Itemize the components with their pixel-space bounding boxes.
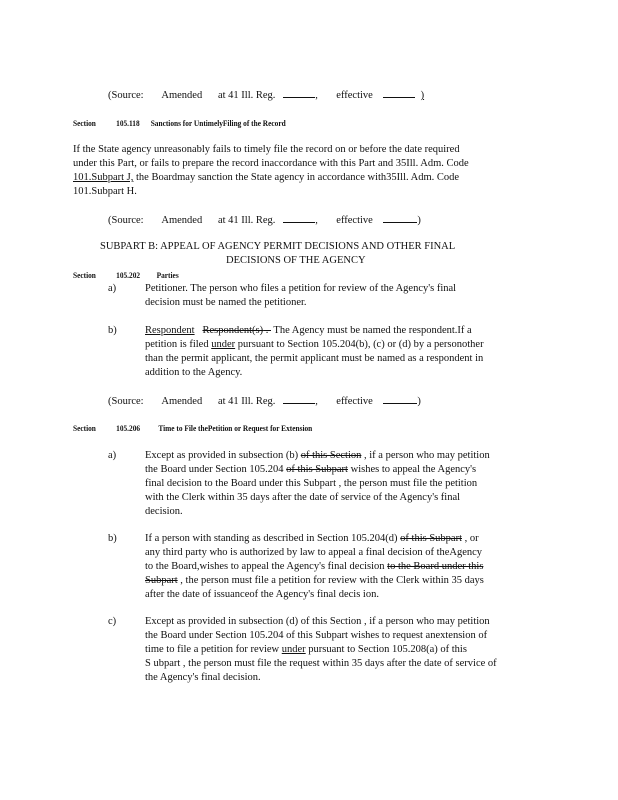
para-line: Except as provided in subsection (d) of this Section , if a person who may petition: [145, 616, 490, 627]
para-line: the Board under Section 105.204 of this Subpart wishes to appeal the Agency's: [145, 464, 477, 475]
source-line-3: (Source: Amended at 41 Ill. Reg. , effective ): [108, 396, 421, 407]
para-line: decision.: [145, 506, 183, 517]
item-label: c): [108, 616, 117, 627]
para-line: to the Board,wishes to appeal the Agency's final decision to the Board under this: [145, 561, 484, 572]
para-line: under this Part, or fails to prepare the record inaccordance with this Part and 35Ill. Adm. Code: [73, 158, 469, 169]
para-line: 101.Subpart J, the Boardmay sanction the State agency in accordance with35Ill. Adm. Code: [73, 172, 460, 183]
section-heading-105-118: Section 105.118 Sanctions for UntimelyFiling of the Record: [73, 119, 286, 128]
para-line: S ubpart , the person must file the request within 35 days after the date of service of: [145, 658, 497, 669]
source-line-2: (Source: Amended at 41 Ill. Reg. , effective ): [108, 215, 421, 226]
para-line: any third party who is authorized by law to appeal a final decision of theAgency: [145, 547, 483, 558]
section-heading-105-202: Section 105.202 Parties: [73, 271, 179, 280]
para-line: If a person with standing as described in Section 105.204(d) of this Subpart , or: [145, 533, 479, 544]
para-line: the Board under Section 105.204 of this Subpart wishes to request anextension of: [145, 630, 488, 641]
para-line: addition to the Agency.: [145, 367, 243, 378]
blank-effective: [383, 213, 417, 223]
source-line-1: (Source: Amended at 41 Ill. Reg. , effective ): [108, 90, 425, 101]
para-line: than the permit applicant, the permit applicant must be named as a respondent in: [145, 353, 484, 364]
para-line: decision must be named the petitioner.: [145, 297, 307, 308]
para-line: If the State agency unreasonably fails to timely file the record on or before the date required: [73, 144, 460, 155]
para-line: final decision to the Board under this Subpart , the person must file the petition: [145, 478, 478, 489]
para-line: time to file a petition for review under pursuant to Section 105.208(a) of this: [145, 644, 467, 655]
section-heading-105-206: Section 105.206 Time to File thePetition or Request for Extension: [73, 424, 313, 433]
subpart-heading: DECISIONS OF THE AGENCY: [226, 255, 366, 266]
para-line: Petitioner. The person who files a petition for review of the Agency's final: [145, 283, 457, 294]
item-label: a): [108, 450, 117, 461]
subpart-heading: SUBPART B: APPEAL OF AGENCY PERMIT DECISIONS AND OTHER FINAL: [100, 241, 456, 252]
para-line: Except as provided in subsection (b) of this Section , if a person who may petition: [145, 450, 490, 461]
para-line: Respondent Respondent(s) . The Agency must be named the respondent.If a: [145, 325, 472, 336]
para-line: petition is filed under pursuant to Section 105.204(b), (c) or (d) by a personother: [145, 339, 484, 350]
item-label: b): [108, 533, 117, 544]
blank-effective: [383, 394, 417, 404]
blank-reg: [283, 213, 315, 223]
item-label: a): [108, 283, 117, 294]
blank-effective: [383, 88, 415, 98]
para-line: after the date of issuanceof the Agency's final decis ion.: [145, 589, 379, 600]
para-line: Subpart , the person must file a petition for review with the Clerk within 35 days: [145, 575, 484, 586]
blank-reg: [283, 394, 315, 404]
item-label: b): [108, 325, 117, 336]
para-line: 101.Subpart H.: [73, 186, 137, 197]
para-line: with the Clerk within 35 days after the date of service of the Agency's final: [145, 492, 461, 503]
para-line: the Agency's final decision.: [145, 672, 261, 683]
blank-reg: [283, 88, 315, 98]
